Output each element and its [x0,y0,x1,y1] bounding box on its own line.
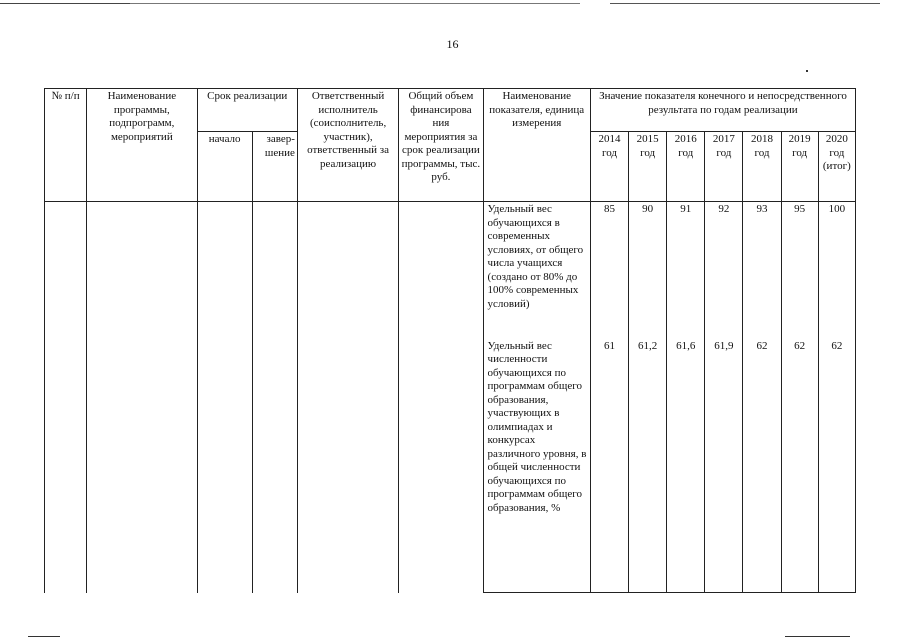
header-executor: Ответственный исполнитель (соисполнитель, участник), ответственный за реализацию [297,89,398,202]
header-year-2019: 2019 год [781,132,818,202]
header-values-group: Значение показателя конечного и непосредственного результата по годам реализации [590,89,855,132]
header-start: начало [197,132,252,202]
cell-value-2016: 91 [667,202,705,339]
header-year-2018: 2018 год [743,132,781,202]
page-number: 16 [446,37,459,51]
cell-start [197,202,252,593]
header-year-2016: 2016 год [667,132,705,202]
cell-indicator: Удельный вес обучающихся в современных условиях, от общего числа учащихся (создано от 80% до 100% современных условий) [483,202,590,339]
cell-value-2017: 61,9 [705,339,743,593]
scan-edge-top [0,3,905,6]
cell-value-2016: 61,6 [667,339,705,593]
cell-program-name [87,202,197,593]
cell-executor [297,202,398,593]
scan-edge-bottom [0,634,905,640]
cell-value-2020: 62 [818,339,855,593]
cell-indicator: Удельный вес численности обучающихся по программам общего образования, участвующих в олимпиадах и конкурсах различного уровня, в общей численности обучающихся по программам общего образования, % [483,339,590,593]
cell-value-2014: 85 [590,202,628,339]
cell-value-2018: 62 [743,339,781,593]
cell-end [252,202,297,593]
header-indicator: Наименование показателя, единица измерения [483,89,590,202]
cell-value-2019: 62 [781,339,818,593]
header-end: завер-шение [252,132,297,202]
header-year-2015: 2015 год [629,132,667,202]
cell-value-2019: 95 [781,202,818,339]
header-year-2020: 2020 год (итог) [818,132,855,202]
header-period: Срок реализации [197,89,297,132]
header-year-2017: 2017 год [705,132,743,202]
header-num: № п/п [45,89,87,202]
scan-speck [806,70,808,72]
indicators-table [44,88,856,593]
header-program-name: Наименование программы, подпрограмм, мероприятий [87,89,197,202]
cell-value-2015: 61,2 [629,339,667,593]
cell-num [45,202,87,593]
table-row [45,202,856,339]
header-funding: Общий объем финансирова ния мероприятия за срок реализации программы, тыс. руб. [399,89,483,202]
cell-value-2020: 100 [818,202,855,339]
cell-funding [399,202,483,593]
cell-value-2017: 92 [705,202,743,339]
cell-value-2014: 61 [590,339,628,593]
header-row-1 [45,89,856,132]
header-year-2014: 2014 год [590,132,628,202]
cell-value-2018: 93 [743,202,781,339]
cell-value-2015: 90 [629,202,667,339]
